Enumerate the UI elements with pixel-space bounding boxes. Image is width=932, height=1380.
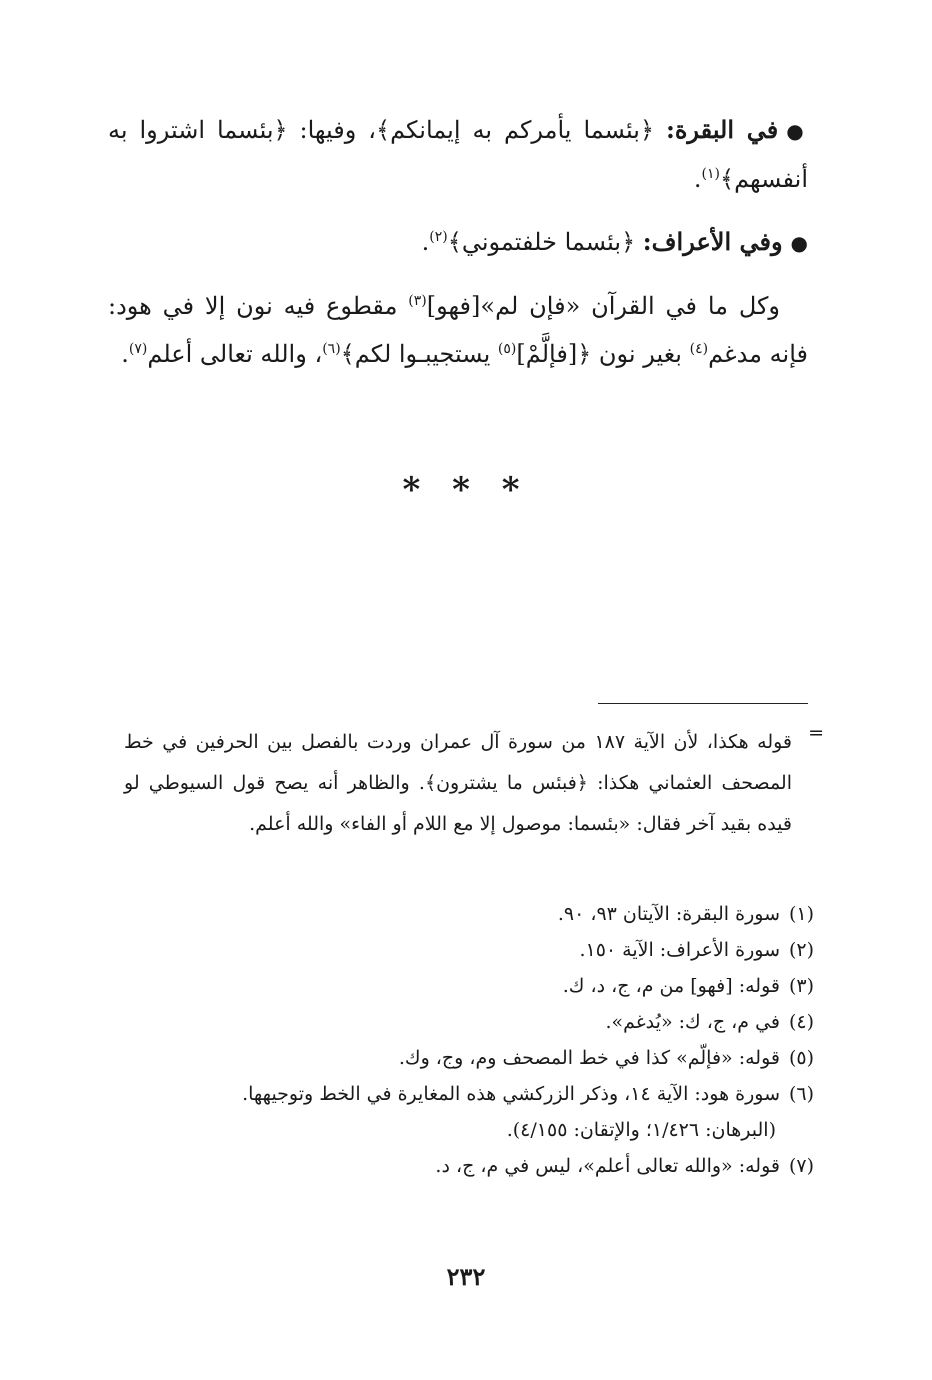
footnote-ref: (٤): [689, 341, 709, 357]
footnote-text: قوله: [فهو] من م، ج، د، ك.: [562, 975, 780, 997]
text-segment: ، والله تعالى أعلم: [147, 340, 323, 368]
footnote-list: [124, 896, 814, 1184]
footnote-ref: (٣): [408, 293, 427, 309]
footnote-text: في م، ج، ك: «يُدغم».: [605, 1011, 780, 1033]
paragraph-text: ﴿بئسما خلفتموني﴾: [447, 228, 636, 256]
footnote-separator: [598, 703, 808, 704]
footnote-item: [124, 896, 814, 932]
footnote-item: [124, 1004, 814, 1040]
footnote-ref: (٢): [429, 229, 448, 245]
footnote-text: سورة البقرة: الآيتان ٩٣، ٩٠.: [557, 903, 780, 925]
footnote-number: (٢): [788, 939, 814, 961]
bullet-icon: ●: [786, 119, 809, 143]
punctuation: .: [121, 340, 129, 368]
footnote-number: (٦): [788, 1083, 814, 1105]
footnote-number: (٤): [788, 1011, 814, 1033]
paragraph-baqarah: [108, 106, 808, 203]
paragraph-main: [108, 282, 808, 378]
continuation-marker: =: [808, 722, 824, 744]
text-segment: مقطوع فيه نون إلا في هود: فإنه مدغم: [108, 292, 808, 368]
footnote-text-continued: (البرهان: ١/٤٢٦؛ والإتقان: ٤/١٥٥).: [506, 1119, 776, 1141]
paragraph-heading: في البقرة:: [666, 115, 779, 144]
footnote-text: قوله: «فإلّم» كذا في خط المصحف وم، وج، وك.: [398, 1047, 780, 1069]
punctuation: .: [693, 165, 702, 193]
text-segment: يستجيبـوا لكم﴾: [340, 340, 498, 368]
footnote-number: (٧): [788, 1155, 814, 1177]
footnote-item: [124, 968, 814, 1004]
footnote-ref: (٥): [497, 341, 517, 357]
footnote-item: [124, 1076, 814, 1148]
text-segment: وكل ما في القرآن «فإن لم»[فهو]: [426, 292, 781, 320]
paragraph-heading: وفي الأعراف:: [642, 227, 783, 256]
footnote-number: (٥): [788, 1047, 814, 1069]
footnote-text: سورة هود: الآية ١٤، وذكر الزركشي هذه المغايرة في الخط وتوجيهها.: [242, 1083, 780, 1105]
footnote-item: [124, 932, 814, 968]
footnote-item: [124, 1040, 814, 1076]
footnote-number: (٣): [788, 975, 814, 997]
footnote-item: [124, 1148, 814, 1184]
footnote-number: (١): [788, 903, 814, 925]
footnote-continuation: قوله هكذا، لأن الآية ١٨٧ من سورة آل عمران وردت بالفصل بين الحرفين في خط المصحف العثماني هكذا: ﴿فبئس ما يشترون﴾. والظاهر أنه يصح قول السيوطي لو قيده بقيد آخر فقال: «بئسما: موصول إلا مع اللام أو الفاء» والله أعلم.: [124, 731, 793, 835]
footnote-ref: (٧): [128, 341, 148, 357]
footnote-text: سورة الأعراف: الآية ١٥٠.: [579, 939, 780, 961]
footnote-ref: (١): [701, 166, 720, 182]
punctuation: .: [421, 228, 430, 256]
page-number: ٢٣٢: [446, 1262, 486, 1291]
bullet-icon: ●: [790, 231, 808, 255]
paragraph-text: ﴿بئسما يأمركم به إيمانكم﴾، وفيها: ﴿بئسما اشتروا به أنفسهم﴾: [108, 116, 808, 193]
footnote-text: قوله: «والله تعالى أعلم»، ليس في م، ج، د.: [435, 1155, 780, 1177]
footnote-ref: (٦): [322, 341, 341, 357]
section-divider-stars: * * *: [402, 470, 530, 510]
text-segment: بغير نون ﴿[فإلَّمْ]: [516, 340, 690, 368]
paragraph-araf: [108, 218, 808, 267]
